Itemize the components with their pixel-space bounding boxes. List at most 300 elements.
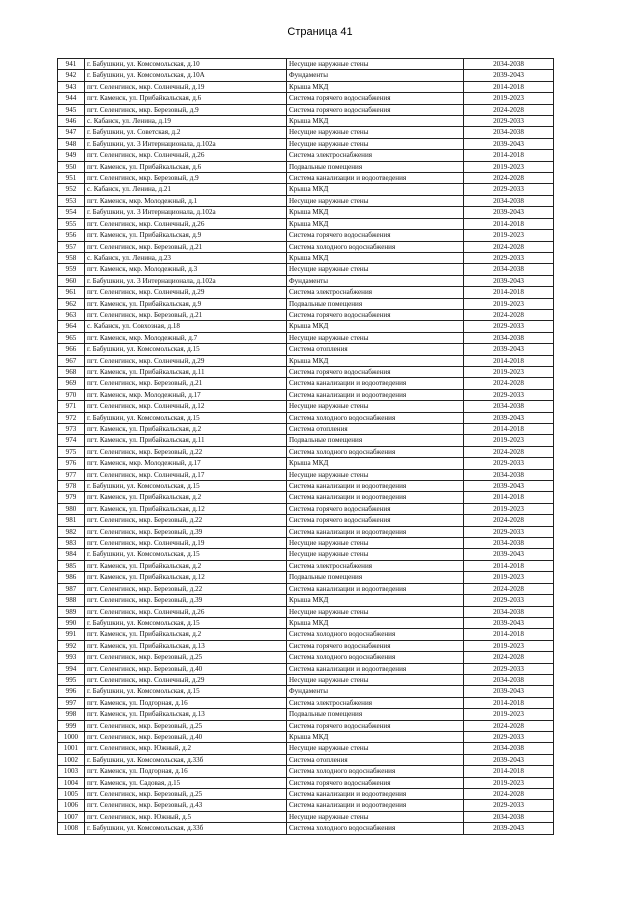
work-type-cell: Крыша МКД [287,321,464,332]
house-address-cell: пгт. Селенгинск, мкр. Березовый, д.25 [85,789,287,800]
period-cell: 2034-2038 [464,743,554,754]
row-number-cell: 986 [58,572,85,583]
work-type-cell: Система холодного водоснабжения [287,446,464,457]
period-cell: 2034-2038 [464,606,554,617]
work-type-cell: Система горячего водоснабжения [287,640,464,651]
work-type-cell: Несущие наружные стены [287,332,464,343]
house-address-cell: пгт. Селенгинск, мкр. Солнечный, д.19 [85,81,287,92]
row-number-cell: 1007 [58,811,85,822]
house-address-cell: с. Кабанск, ул. Ленина, д.21 [85,184,287,195]
work-type-cell: Несущие наружные стены [287,743,464,754]
table-row [58,811,554,822]
house-address-cell: пгт. Селенгинск, мкр. Березовый, д.40 [85,663,287,674]
work-type-cell: Система горячего водоснабжения [287,515,464,526]
work-type-cell: Система канализации и водоотведения [287,173,464,184]
house-address-cell: г. Бабушкин, ул. Комсомольская, д.10 [85,59,287,70]
table-row [58,412,554,423]
work-type-cell: Система отопления [287,344,464,355]
row-number-cell: 991 [58,629,85,640]
period-cell: 2019-2023 [464,298,554,309]
row-number-cell: 958 [58,252,85,263]
period-cell: 2024-2028 [464,173,554,184]
house-address-cell: пгт. Селенгинск, мкр. Солнечный, д.29 [85,355,287,366]
work-type-cell: Система горячего водоснабжения [287,309,464,320]
table-row [58,697,554,708]
house-address-cell: с. Кабанск, ул. Ленина, д.23 [85,252,287,263]
row-number-cell: 962 [58,298,85,309]
work-type-cell: Система канализации и водоотведения [287,663,464,674]
house-address-cell: с. Кабанск, ул. Совхозная, д.18 [85,321,287,332]
row-number-cell: 946 [58,116,85,127]
house-address-cell: пгт. Каменск, ул. Прибайкальская, д.6 [85,93,287,104]
table-row [58,401,554,412]
work-type-cell: Система горячего водоснабжения [287,777,464,788]
table-row [58,355,554,366]
work-type-cell: Система горячего водоснабжения [287,503,464,514]
row-number-cell: 999 [58,720,85,731]
table-row [58,800,554,811]
house-address-cell: пгт. Каменск, ул. Прибайкальская, д.9 [85,230,287,241]
table-row [58,173,554,184]
period-cell: 2039-2043 [464,617,554,628]
table-row [58,720,554,731]
period-cell: 2029-2033 [464,184,554,195]
house-address-cell: пгт. Селенгинск, мкр. Березовый, д.43 [85,800,287,811]
period-cell: 2039-2043 [464,686,554,697]
period-cell: 2024-2028 [464,241,554,252]
work-type-cell: Несущие наружные стены [287,59,464,70]
work-type-cell: Крыша МКД [287,458,464,469]
house-address-cell: пгт. Селенгинск, мкр. Южный, д.5 [85,811,287,822]
table-row [58,275,554,286]
house-address-cell: пгт. Каменск, ул. Прибайкальская, д.11 [85,366,287,377]
period-cell: 2019-2023 [464,777,554,788]
work-type-cell: Крыша МКД [287,595,464,606]
period-cell: 2019-2023 [464,366,554,377]
row-number-cell: 964 [58,321,85,332]
table-row [58,93,554,104]
house-address-cell: пгт. Каменск, ул. Прибайкальская, д.9 [85,298,287,309]
table-row [58,252,554,263]
table-row [58,538,554,549]
work-type-cell: Система холодного водоснабжения [287,629,464,640]
period-cell: 2039-2043 [464,412,554,423]
work-type-cell: Система холодного водоснабжения [287,241,464,252]
period-cell: 2024-2028 [464,720,554,731]
period-cell: 2034-2038 [464,264,554,275]
period-cell: 2014-2018 [464,424,554,435]
work-type-cell: Подвальные помещения [287,572,464,583]
period-cell: 2024-2028 [464,446,554,457]
work-type-cell: Крыша МКД [287,81,464,92]
house-address-cell: пгт. Каменск, ул. Прибайкальская, д.13 [85,709,287,720]
table-row [58,674,554,685]
period-cell: 2034-2038 [464,59,554,70]
house-address-cell: пгт. Каменск, ул. Прибайкальская, д.11 [85,435,287,446]
work-type-cell: Система холодного водоснабжения [287,652,464,663]
period-cell: 2029-2033 [464,663,554,674]
work-type-cell: Система горячего водоснабжения [287,366,464,377]
table-row [58,709,554,720]
period-cell: 2014-2018 [464,492,554,503]
period-cell: 2029-2033 [464,458,554,469]
table-row [58,264,554,275]
period-cell: 2039-2043 [464,481,554,492]
period-cell: 2034-2038 [464,811,554,822]
house-address-cell: г. Бабушкин, ул. 3 Интернационала, д.102а [85,275,287,286]
table-row [58,560,554,571]
house-address-cell: г. Бабушкин, ул. 3 Интернационала, д.102а [85,207,287,218]
period-cell: 2014-2018 [464,766,554,777]
row-number-cell: 975 [58,446,85,457]
table-row [58,161,554,172]
house-address-cell: пгт. Селенгинск, мкр. Березовый, д.22 [85,515,287,526]
work-type-cell: Несущие наружные стены [287,538,464,549]
row-number-cell: 973 [58,424,85,435]
period-cell: 2029-2033 [464,731,554,742]
row-number-cell: 963 [58,309,85,320]
table-row [58,606,554,617]
house-address-cell: пгт. Каменск, ул. Прибайкальская, д.2 [85,424,287,435]
table-row [58,287,554,298]
table-row [58,549,554,560]
row-number-cell: 997 [58,697,85,708]
row-number-cell: 952 [58,184,85,195]
period-cell: 2039-2043 [464,207,554,218]
table-row [58,481,554,492]
table-row [58,823,554,834]
work-type-cell: Система канализации и водоотведения [287,492,464,503]
table-row [58,446,554,457]
period-cell: 2014-2018 [464,697,554,708]
work-type-cell: Система канализации и водоотведения [287,389,464,400]
period-cell: 2019-2023 [464,709,554,720]
period-cell: 2039-2043 [464,823,554,834]
work-type-cell: Несущие наружные стены [287,195,464,206]
work-type-cell: Система электроснабжения [287,287,464,298]
period-cell: 2029-2033 [464,252,554,263]
work-type-cell: Несущие наружные стены [287,264,464,275]
house-address-cell: пгт. Селенгинск, мкр. Березовый, д.21 [85,241,287,252]
row-number-cell: 941 [58,59,85,70]
period-cell: 2039-2043 [464,754,554,765]
house-address-cell: пгт. Селенгинск, мкр. Солнечный, д.12 [85,401,287,412]
table-row [58,572,554,583]
period-cell: 2014-2018 [464,287,554,298]
row-number-cell: 988 [58,595,85,606]
work-type-cell: Система канализации и водоотведения [287,378,464,389]
house-address-cell: пгт. Селенгинск, мкр. Березовый, д.22 [85,583,287,594]
house-address-cell: пгт. Каменск, ул. Прибайкальская, д.2 [85,560,287,571]
house-address-cell: пгт. Селенгинск, мкр. Березовый, д.9 [85,173,287,184]
house-address-cell: пгт. Селенгинск, мкр. Солнечный, д.26 [85,606,287,617]
period-cell: 2034-2038 [464,674,554,685]
row-number-cell: 968 [58,366,85,377]
house-address-cell: пгт. Каменск, ул. Прибайкальская, д.12 [85,572,287,583]
table-row [58,241,554,252]
house-address-cell: пгт. Каменск, ул. Прибайкальская, д.12 [85,503,287,514]
work-type-cell: Система электроснабжения [287,697,464,708]
table-row [58,777,554,788]
table-row [58,743,554,754]
period-cell: 2029-2033 [464,595,554,606]
table-row [58,366,554,377]
house-address-cell: пгт. Селенгинск, мкр. Солнечный, д.29 [85,674,287,685]
work-type-cell: Крыша МКД [287,116,464,127]
table-row [58,789,554,800]
house-address-cell: с. Кабанск, ул. Ленина, д.19 [85,116,287,127]
row-number-cell: 969 [58,378,85,389]
work-type-cell: Система канализации и водоотведения [287,526,464,537]
house-address-cell: пгт. Каменск, ул. Садовая, д.15 [85,777,287,788]
table-row [58,218,554,229]
period-cell: 2029-2033 [464,321,554,332]
row-number-cell: 972 [58,412,85,423]
table-row [58,116,554,127]
row-number-cell: 1000 [58,731,85,742]
house-address-cell: пгт. Каменск, мкр. Молодежный, д.17 [85,458,287,469]
row-number-cell: 956 [58,230,85,241]
period-cell: 2024-2028 [464,378,554,389]
work-type-cell: Подвальные помещения [287,435,464,446]
row-number-cell: 998 [58,709,85,720]
row-number-cell: 960 [58,275,85,286]
table-row [58,298,554,309]
table-row [58,515,554,526]
period-cell: 2024-2028 [464,104,554,115]
house-address-cell: г. Бабушкин, ул. Комсомольская, д.15 [85,412,287,423]
work-type-cell: Подвальные помещения [287,709,464,720]
house-address-cell: пгт. Селенгинск, мкр. Березовый, д.22 [85,446,287,457]
row-number-cell: 949 [58,150,85,161]
row-number-cell: 954 [58,207,85,218]
house-address-cell: пгт. Каменск, ул. Подгорная, д.16 [85,766,287,777]
work-type-cell: Несущие наружные стены [287,549,464,560]
row-number-cell: 965 [58,332,85,343]
period-cell: 2024-2028 [464,309,554,320]
table-row [58,492,554,503]
work-type-cell: Система холодного водоснабжения [287,823,464,834]
period-cell: 2014-2018 [464,560,554,571]
period-cell: 2039-2043 [464,549,554,560]
table-row [58,321,554,332]
work-type-cell: Система отопления [287,424,464,435]
table-row [58,70,554,81]
row-number-cell: 945 [58,104,85,115]
row-number-cell: 989 [58,606,85,617]
house-address-cell: г. Бабушкин, ул. Комсомольская, д.15 [85,686,287,697]
row-number-cell: 971 [58,401,85,412]
work-type-cell: Подвальные помещения [287,298,464,309]
period-cell: 2039-2043 [464,344,554,355]
row-number-cell: 993 [58,652,85,663]
row-number-cell: 959 [58,264,85,275]
period-cell: 2014-2018 [464,355,554,366]
work-type-cell: Система холодного водоснабжения [287,412,464,423]
house-address-cell: г. Бабушкин, ул. Комсомольская, д.15 [85,549,287,560]
period-cell: 2029-2033 [464,526,554,537]
work-type-cell: Крыша МКД [287,617,464,628]
row-number-cell: 950 [58,161,85,172]
period-cell: 2014-2018 [464,629,554,640]
table-row [58,138,554,149]
period-cell: 2024-2028 [464,652,554,663]
row-number-cell: 978 [58,481,85,492]
row-number-cell: 982 [58,526,85,537]
period-cell: 2019-2023 [464,572,554,583]
table-row [58,766,554,777]
house-address-cell: пгт. Селенгинск, мкр. Березовый, д.40 [85,731,287,742]
house-address-cell: пгт. Каменск, мкр. Молодежный, д.3 [85,264,287,275]
period-cell: 2039-2043 [464,275,554,286]
table-row [58,595,554,606]
work-type-cell: Система горячего водоснабжения [287,104,464,115]
house-address-cell: г. Бабушкин, ул. Комсомольская, д.10А [85,70,287,81]
period-cell: 2014-2018 [464,81,554,92]
row-number-cell: 995 [58,674,85,685]
work-type-cell: Подвальные помещения [287,161,464,172]
row-number-cell: 980 [58,503,85,514]
house-address-cell: пгт. Каменск, мкр. Молодежный, д.1 [85,195,287,206]
house-address-cell: г. Бабушкин, ул. Комсомольская, д.33б [85,823,287,834]
work-type-cell: Крыша МКД [287,731,464,742]
row-number-cell: 974 [58,435,85,446]
period-cell: 2024-2028 [464,583,554,594]
work-type-cell: Система канализации и водоотведения [287,800,464,811]
period-cell: 2034-2038 [464,127,554,138]
table-row [58,583,554,594]
house-address-cell: пгт. Каменск, ул. Прибайкальская, д.2 [85,492,287,503]
period-cell: 2019-2023 [464,230,554,241]
table-row [58,640,554,651]
row-number-cell: 967 [58,355,85,366]
house-address-cell: пгт. Селенгинск, мкр. Солнечный, д.29 [85,287,287,298]
row-number-cell: 1001 [58,743,85,754]
table-row [58,207,554,218]
work-type-cell: Система горячего водоснабжения [287,720,464,731]
house-address-cell: пгт. Селенгинск, мкр. Березовый, д.25 [85,652,287,663]
work-type-cell: Крыша МКД [287,218,464,229]
work-type-cell: Несущие наружные стены [287,138,464,149]
table-row [58,230,554,241]
work-type-cell: Крыша МКД [287,355,464,366]
house-address-cell: г. Бабушкин, ул. 3 Интернационала, д.102а [85,138,287,149]
table-row [58,389,554,400]
work-type-cell: Крыша МКД [287,252,464,263]
house-address-cell: г. Бабушкин, ул. Комсомольская, д.15 [85,481,287,492]
house-address-cell: пгт. Селенгинск, мкр. Березовый, д.21 [85,378,287,389]
row-number-cell: 961 [58,287,85,298]
work-type-cell: Несущие наружные стены [287,469,464,480]
work-type-cell: Система отопления [287,754,464,765]
row-number-cell: 1002 [58,754,85,765]
row-number-cell: 947 [58,127,85,138]
house-address-cell: пгт. Каменск, ул. Прибайкальская, д.2 [85,629,287,640]
table-body [58,59,554,835]
work-type-cell: Система холодного водоснабжения [287,766,464,777]
work-type-cell: Несущие наружные стены [287,811,464,822]
table-row [58,731,554,742]
row-number-cell: 976 [58,458,85,469]
row-number-cell: 987 [58,583,85,594]
row-number-cell: 957 [58,241,85,252]
period-cell: 2029-2033 [464,800,554,811]
row-number-cell: 979 [58,492,85,503]
house-address-cell: пгт. Селенгинск, мкр. Солнечный, д.19 [85,538,287,549]
work-type-cell: Фундаменты [287,275,464,286]
table-row [58,127,554,138]
work-type-cell: Фундаменты [287,70,464,81]
row-number-cell: 984 [58,549,85,560]
work-type-cell: Система горячего водоснабжения [287,230,464,241]
house-address-cell: пгт. Каменск, ул. Подгорная, д.16 [85,697,287,708]
row-number-cell: 942 [58,70,85,81]
table-row [58,458,554,469]
row-number-cell: 1004 [58,777,85,788]
period-cell: 2019-2023 [464,435,554,446]
house-address-cell: пгт. Селенгинск, мкр. Березовый, д.21 [85,309,287,320]
period-cell: 2034-2038 [464,332,554,343]
row-number-cell: 966 [58,344,85,355]
house-address-cell: пгт. Селенгинск, мкр. Солнечный, д.26 [85,150,287,161]
row-number-cell: 1006 [58,800,85,811]
row-number-cell: 1005 [58,789,85,800]
work-type-cell: Система горячего водоснабжения [287,93,464,104]
house-address-cell: пгт. Селенгинск, мкр. Березовый, д.39 [85,526,287,537]
row-number-cell: 981 [58,515,85,526]
work-type-cell: Несущие наружные стены [287,674,464,685]
row-number-cell: 990 [58,617,85,628]
period-cell: 2034-2038 [464,195,554,206]
row-number-cell: 970 [58,389,85,400]
house-address-cell: пгт. Каменск, ул. Прибайкальская, д.6 [85,161,287,172]
table-row [58,104,554,115]
period-cell: 2024-2028 [464,515,554,526]
table-row [58,435,554,446]
table-row [58,652,554,663]
page-title: Страница 41 [287,26,353,38]
row-number-cell: 977 [58,469,85,480]
row-number-cell: 944 [58,93,85,104]
table-row [58,629,554,640]
period-cell: 2029-2033 [464,116,554,127]
row-number-cell: 992 [58,640,85,651]
period-cell: 2014-2018 [464,150,554,161]
work-type-cell: Система электроснабжения [287,560,464,571]
work-type-cell: Несущие наружные стены [287,127,464,138]
table-row [58,332,554,343]
house-address-cell: пгт. Селенгинск, мкр. Солнечный, д.17 [85,469,287,480]
table-row [58,686,554,697]
table-row [58,378,554,389]
table-row [58,344,554,355]
period-cell: 2019-2023 [464,161,554,172]
work-type-cell: Крыша МКД [287,184,464,195]
period-cell: 2019-2023 [464,640,554,651]
house-address-cell: пгт. Селенгинск, мкр. Березовый, д.25 [85,720,287,731]
repair-schedule-table [57,58,554,835]
period-cell: 2039-2043 [464,138,554,149]
row-number-cell: 985 [58,560,85,571]
table-row [58,663,554,674]
work-type-cell: Система электроснабжения [287,150,464,161]
work-type-cell: Несущие наружные стены [287,401,464,412]
table-row [58,81,554,92]
period-cell: 2014-2018 [464,218,554,229]
table-row [58,150,554,161]
table-row [58,59,554,70]
work-type-cell: Фундаменты [287,686,464,697]
